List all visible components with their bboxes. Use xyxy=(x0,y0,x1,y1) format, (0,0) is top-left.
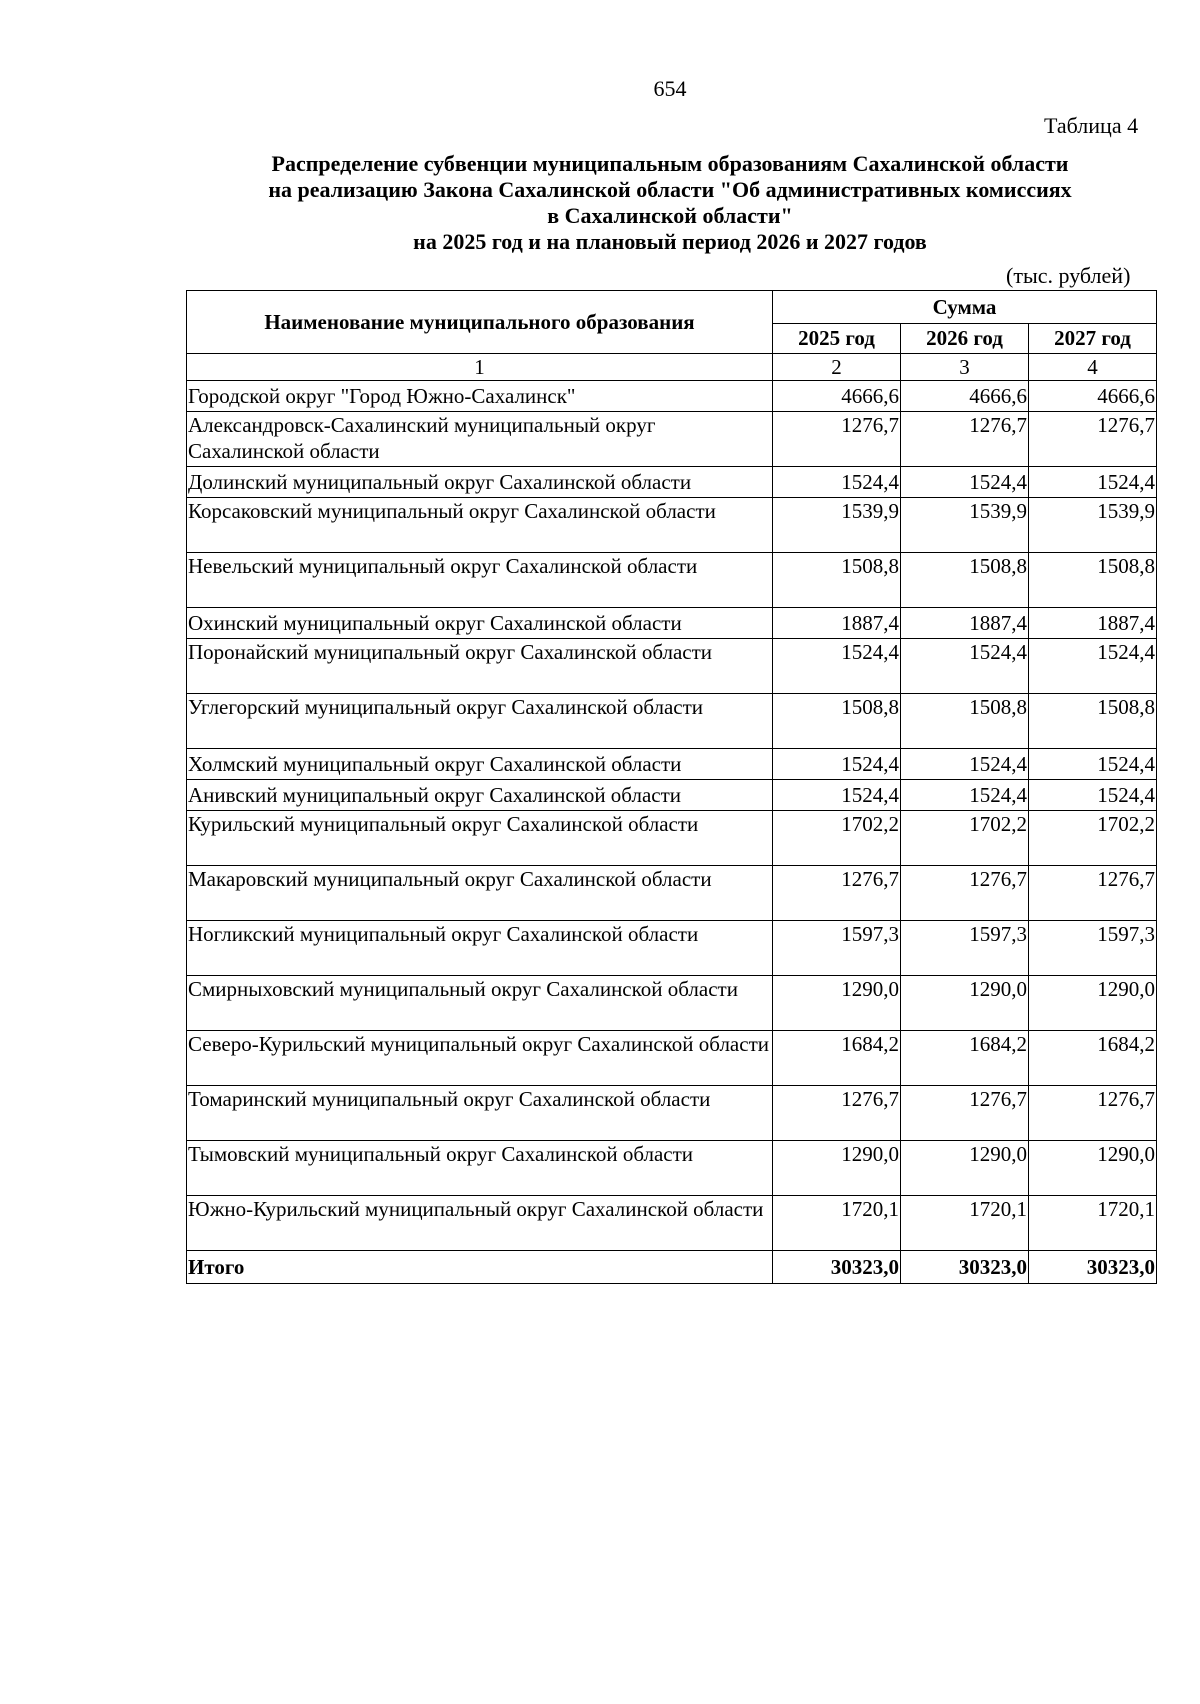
value-2025: 1887,4 xyxy=(773,608,901,639)
column-number: 4 xyxy=(1029,354,1157,381)
total-2025: 30323,0 xyxy=(773,1251,901,1284)
value-2027: 1720,1 xyxy=(1029,1196,1157,1251)
value-2026: 1524,4 xyxy=(901,780,1029,811)
municipality-name: Ногликский муниципальный округ Сахалинской области xyxy=(187,921,773,976)
value-2025: 1539,9 xyxy=(773,498,901,553)
value-2026: 1524,4 xyxy=(901,749,1029,780)
value-2027: 1702,2 xyxy=(1029,811,1157,866)
table-row xyxy=(187,1141,1157,1196)
value-2025: 1524,4 xyxy=(773,467,901,498)
value-2026: 1276,7 xyxy=(901,412,1029,467)
column-number: 2 xyxy=(773,354,901,381)
value-2025: 1524,4 xyxy=(773,780,901,811)
municipality-name: Долинский муниципальный округ Сахалинской области xyxy=(187,467,773,498)
table-row xyxy=(187,976,1157,1031)
title-line-3: в Сахалинской области" xyxy=(547,203,793,228)
value-2027: 1524,4 xyxy=(1029,639,1157,694)
value-2027: 1276,7 xyxy=(1029,866,1157,921)
title-line-4: на 2025 год и на плановый период 2026 и 2027 годов xyxy=(413,229,927,254)
table-row xyxy=(187,381,1157,412)
value-2026: 1276,7 xyxy=(901,1086,1029,1141)
value-2026: 1290,0 xyxy=(901,1141,1029,1196)
municipality-name: Невельский муниципальный округ Сахалинской области xyxy=(187,553,773,608)
value-2026: 1276,7 xyxy=(901,866,1029,921)
municipality-name: Углегорский муниципальный округ Сахалинской области xyxy=(187,694,773,749)
table-row xyxy=(187,608,1157,639)
table-row xyxy=(187,694,1157,749)
value-2026: 1508,8 xyxy=(901,694,1029,749)
municipality-name: Южно-Курильский муниципальный округ Сахалинской области xyxy=(187,1196,773,1251)
municipality-name: Тымовский муниципальный округ Сахалинской области xyxy=(187,1141,773,1196)
value-2025: 1290,0 xyxy=(773,1141,901,1196)
value-2026: 1290,0 xyxy=(901,976,1029,1031)
municipality-name: Корсаковский муниципальный округ Сахалинской области xyxy=(187,498,773,553)
value-2026: 1524,4 xyxy=(901,639,1029,694)
table-row xyxy=(187,1031,1157,1086)
municipality-name: Макаровский муниципальный округ Сахалинской области xyxy=(187,866,773,921)
page-number: 654 xyxy=(653,76,687,101)
value-2025: 1508,8 xyxy=(773,694,901,749)
value-2027: 1508,8 xyxy=(1029,553,1157,608)
value-2027: 1539,9 xyxy=(1029,498,1157,553)
value-2026: 1524,4 xyxy=(901,467,1029,498)
document-title xyxy=(200,151,1140,255)
units-label: (тыс. рублей) xyxy=(1006,263,1131,288)
value-2027: 1290,0 xyxy=(1029,1141,1157,1196)
value-2026: 1720,1 xyxy=(901,1196,1029,1251)
value-2026: 1684,2 xyxy=(901,1031,1029,1086)
value-2027: 1276,7 xyxy=(1029,1086,1157,1141)
total-row xyxy=(187,1251,1157,1284)
value-2025: 1524,4 xyxy=(773,639,901,694)
table-row xyxy=(187,639,1157,694)
table-row xyxy=(187,749,1157,780)
value-2026: 4666,6 xyxy=(901,381,1029,412)
value-2025: 1597,3 xyxy=(773,921,901,976)
value-2025: 1684,2 xyxy=(773,1031,901,1086)
table-row xyxy=(187,412,1157,467)
table-row xyxy=(187,921,1157,976)
municipality-name: Анивский муниципальный округ Сахалинской области xyxy=(187,780,773,811)
header-year-2027: 2027 год xyxy=(1029,323,1157,353)
value-2025: 1720,1 xyxy=(773,1196,901,1251)
table-row xyxy=(187,1196,1157,1251)
municipality-name: Смирныховский муниципальный округ Сахалинской области xyxy=(187,976,773,1031)
total-label: Итого xyxy=(187,1251,773,1284)
header-sum: Сумма xyxy=(773,291,1157,324)
title-line-1: Распределение субвенции муниципальным образованиям Сахалинской области xyxy=(271,151,1069,176)
total-2027: 30323,0 xyxy=(1029,1251,1157,1284)
column-number: 3 xyxy=(901,354,1029,381)
municipality-name: Северо-Курильский муниципальный округ Сахалинской области xyxy=(187,1031,773,1086)
header-year-2025: 2025 год xyxy=(773,323,901,353)
value-2027: 1597,3 xyxy=(1029,921,1157,976)
municipality-name: Холмский муниципальный округ Сахалинской области xyxy=(187,749,773,780)
title-line-2: на реализацию Закона Сахалинской области "Об административных комиссиях xyxy=(268,177,1072,202)
total-2026: 30323,0 xyxy=(901,1251,1029,1284)
value-2027: 1524,4 xyxy=(1029,467,1157,498)
table-row xyxy=(187,780,1157,811)
value-2025: 1276,7 xyxy=(773,866,901,921)
table-label: Таблица 4 xyxy=(1044,113,1139,138)
value-2025: 1508,8 xyxy=(773,553,901,608)
header-municipality-name: Наименование муниципального образования xyxy=(187,291,773,354)
municipality-name: Александровск-Сахалинский муниципальный округ Сахалинской области xyxy=(187,412,773,467)
value-2026: 1508,8 xyxy=(901,553,1029,608)
value-2027: 1290,0 xyxy=(1029,976,1157,1031)
value-2026: 1539,9 xyxy=(901,498,1029,553)
table-row xyxy=(187,866,1157,921)
municipality-name: Поронайский муниципальный округ Сахалинской области xyxy=(187,639,773,694)
table-row xyxy=(187,1086,1157,1141)
value-2027: 1508,8 xyxy=(1029,694,1157,749)
value-2026: 1597,3 xyxy=(901,921,1029,976)
value-2027: 1524,4 xyxy=(1029,749,1157,780)
value-2027: 1887,4 xyxy=(1029,608,1157,639)
column-number: 1 xyxy=(187,354,773,381)
value-2027: 1276,7 xyxy=(1029,412,1157,467)
subvention-table xyxy=(186,290,1157,1284)
value-2025: 1276,7 xyxy=(773,412,901,467)
municipality-name: Охинский муниципальный округ Сахалинской области xyxy=(187,608,773,639)
value-2027: 4666,6 xyxy=(1029,381,1157,412)
municipality-name: Курильский муниципальный округ Сахалинской области xyxy=(187,811,773,866)
value-2025: 1290,0 xyxy=(773,976,901,1031)
value-2025: 1524,4 xyxy=(773,749,901,780)
municipality-name: Городской округ "Город Южно-Сахалинск" xyxy=(187,381,773,412)
table-row xyxy=(187,553,1157,608)
value-2025: 1276,7 xyxy=(773,1086,901,1141)
value-2027: 1684,2 xyxy=(1029,1031,1157,1086)
value-2025: 4666,6 xyxy=(773,381,901,412)
header-year-2026: 2026 год xyxy=(901,323,1029,353)
value-2026: 1887,4 xyxy=(901,608,1029,639)
table-row xyxy=(187,498,1157,553)
table-row xyxy=(187,467,1157,498)
table-row xyxy=(187,811,1157,866)
value-2026: 1702,2 xyxy=(901,811,1029,866)
value-2027: 1524,4 xyxy=(1029,780,1157,811)
value-2025: 1702,2 xyxy=(773,811,901,866)
municipality-name: Томаринский муниципальный округ Сахалинской области xyxy=(187,1086,773,1141)
